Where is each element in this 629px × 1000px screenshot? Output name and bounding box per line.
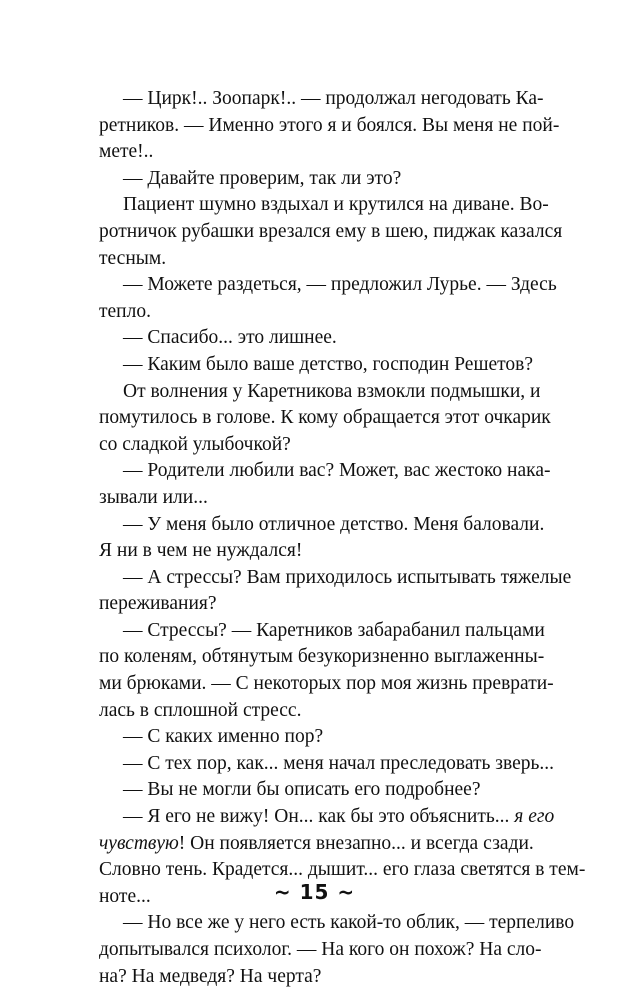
text-line: тесным. bbox=[99, 247, 167, 269]
text-line: допытывался психолог. — На кого он похож? На сло- bbox=[99, 939, 542, 960]
text-line: ноте... bbox=[99, 885, 151, 907]
text-line: лась в сплошной стресс. bbox=[99, 699, 302, 721]
text-line: — Родители любили вас? Может, вас жестоко нака- bbox=[123, 460, 551, 482]
text-run: — Я его не вижу! Он... как бы это объяснить... bbox=[123, 806, 515, 828]
text-line: — Цирк!.. Зоопарк!.. — продолжал негодовать Ка- bbox=[123, 88, 544, 109]
text-line: Я ни в чем не нуждался! bbox=[99, 540, 303, 562]
text-line: Словно тень. Крадется... дышит... его глаза светятся в тем- bbox=[99, 859, 586, 881]
text-line bbox=[99, 804, 555, 831]
text-run: ! Он появляется внезапно... и всегда сзади. bbox=[178, 832, 534, 854]
page-number: ~ 15 ~ bbox=[273, 880, 356, 904]
text-line: — Давайте проверим, так ли это? bbox=[123, 167, 402, 189]
text-line: — Спасибо... это лишнее. bbox=[123, 327, 337, 349]
italic-run: я его bbox=[514, 806, 555, 828]
text-line: Пациент шумно вздыхал и крутился на диване. Во- bbox=[123, 194, 549, 216]
text-line: — Каким было ваше детство, господин Решетов? bbox=[123, 353, 534, 375]
text-line: ретников. — Именно этого я и боялся. Вы меня не пой- bbox=[99, 114, 560, 136]
body-text bbox=[99, 86, 586, 990]
text-line: — Можете раздеться, — предложил Лурье. — Здесь bbox=[123, 274, 557, 296]
text-line: ротничок рубашки врезался ему в шею, пиджак казался bbox=[99, 220, 563, 242]
text-line: переживания? bbox=[99, 593, 217, 615]
text-line: — Стрессы? — Каретников забарабанил пальцами bbox=[123, 619, 545, 641]
text-line: — С каких именно пор? bbox=[123, 726, 324, 748]
text-line: на? На медведя? На черта? bbox=[99, 965, 322, 987]
text-line: — Но все же у него есть какой-то облик, — терпеливо bbox=[123, 912, 575, 934]
text-line: тепло. bbox=[99, 300, 151, 322]
italic-run: чувствую bbox=[99, 832, 179, 854]
text-line: — У меня было отличное детство. Меня баловали. bbox=[123, 513, 545, 535]
text-line: помутилось в голове. К кому обращается этот очкарик bbox=[99, 407, 551, 429]
text-line: зывали или... bbox=[99, 486, 208, 508]
text-line: От волнения у Каретникова взмокли подмышки, и bbox=[123, 380, 541, 402]
text-line: ми брюками. — С некоторых пор моя жизнь преврати- bbox=[99, 673, 554, 695]
text-line: по коленям, обтянутым безукоризненно выглаженны- bbox=[99, 646, 545, 668]
text-line bbox=[99, 831, 534, 858]
text-line: — А стрессы? Вам приходилось испытывать тяжелые bbox=[123, 566, 572, 588]
text-line: со сладкой улыбочкой? bbox=[99, 433, 291, 455]
text-line: — Вы не могли бы описать его подробнее? bbox=[123, 779, 481, 801]
text-line: — С тех пор, как... меня начал преследовать зверь... bbox=[123, 752, 555, 774]
text-line: мете!.. bbox=[99, 141, 154, 163]
